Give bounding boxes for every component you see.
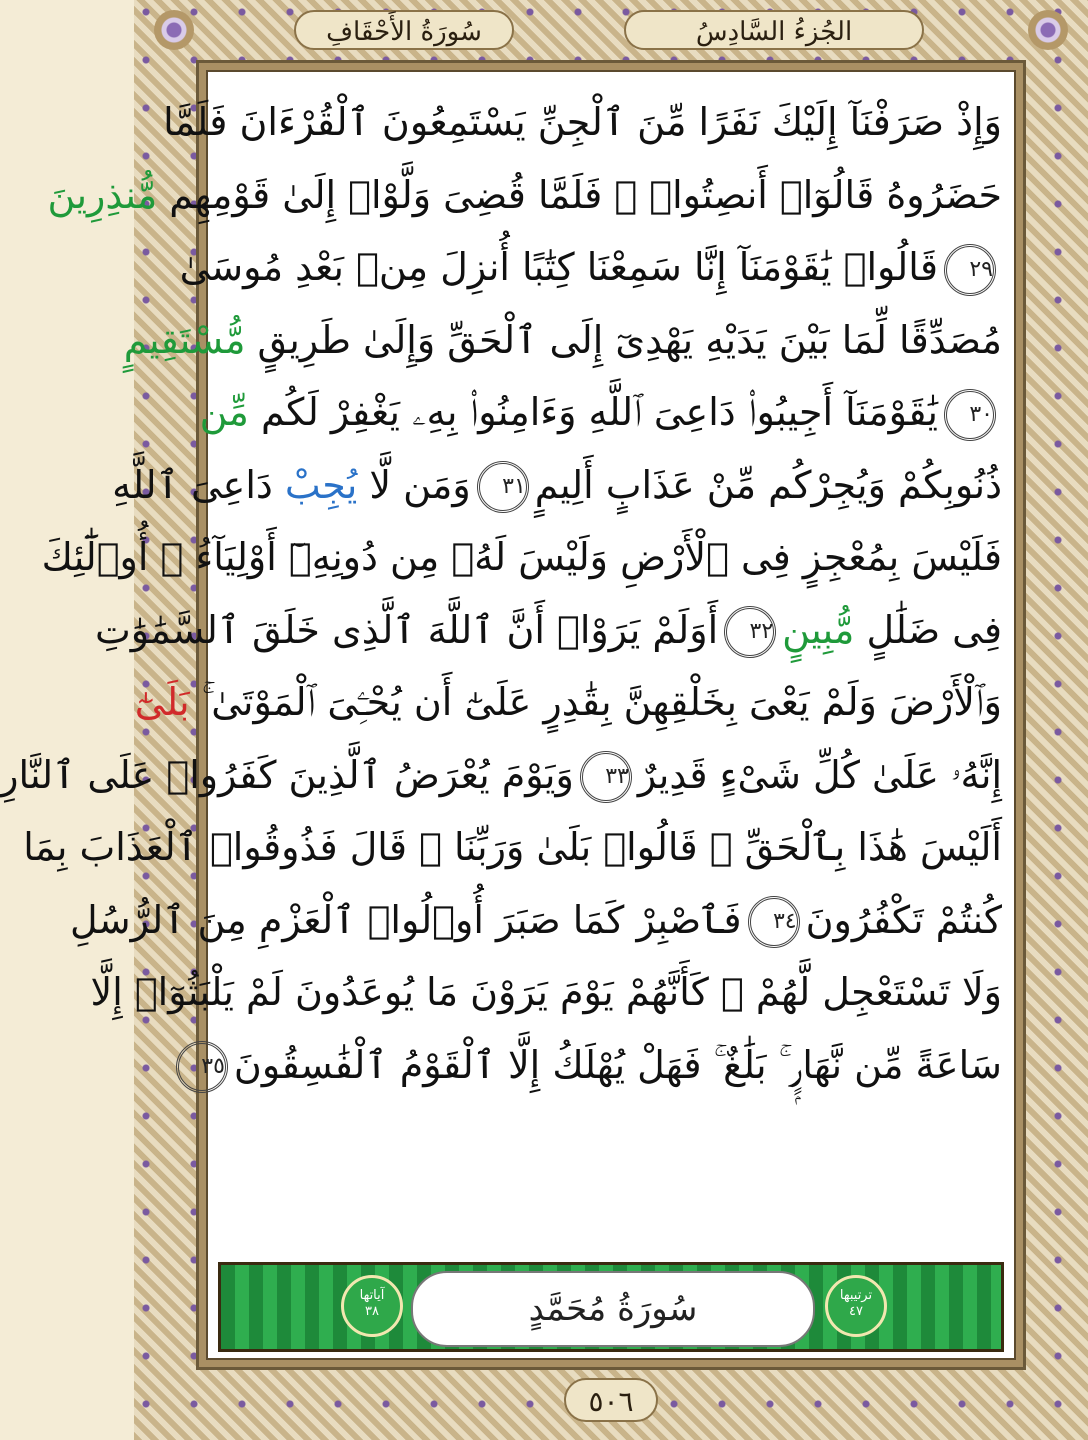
- corner-ornament-icon: [154, 10, 194, 50]
- verse-line: [112, 449, 1008, 522]
- verse-line: [0, 739, 1008, 812]
- verse-text: وَيَوْمَ يُعْرَضُ ٱلَّذِينَ كَفَرُوا۟ عَلَى ٱلنَّارِ: [0, 752, 574, 797]
- page-number: ٥٠٦: [564, 1378, 658, 1422]
- surah-order-label: ترتيبها: [839, 1288, 873, 1303]
- corner-ornament-icon: [1028, 10, 1068, 50]
- verse-line: [134, 666, 1008, 739]
- ayah-number-marker: ٣٥: [176, 1041, 228, 1093]
- ayah-number-marker: ٣٢: [724, 606, 776, 658]
- ayah-number-marker: ٣٠: [944, 389, 996, 441]
- tajweed-highlight: بَلَىٰٓ: [134, 680, 190, 724]
- verse-line: [163, 86, 1008, 159]
- juz-name-header: الجُزءُ السَّادِسُ: [624, 10, 924, 50]
- surah-name-header: سُورَةُ الأَحْقَافِ: [294, 10, 514, 50]
- verse-line: [199, 376, 1008, 449]
- verse-count-medallion: [341, 1275, 403, 1337]
- tajweed-highlight: مُّنذِرِينَ: [47, 172, 158, 217]
- verse-line: [201, 1029, 1008, 1102]
- verse-text: يَٰقَوْمَنَآ أَجِيبُوا۟ دَاعِىَ ٱللَّهِ وَءَامِنُوا۟ بِهِۦ يَغْفِرْ لَكُم: [248, 390, 938, 434]
- surah-order-medallion: [825, 1275, 887, 1337]
- ayah-number-marker: ٣٤: [748, 896, 800, 948]
- verse-line: [23, 811, 1008, 884]
- verse-count-value: ٣٨: [365, 1304, 379, 1319]
- ayah-number-marker: ٣٣: [580, 751, 632, 803]
- verse-text: أَلَيْسَ هَٰذَا بِٱلْحَقِّ ۖ قَالُوا۟ بَلَىٰ وَرَبِّنَا ۚ قَالَ فَذُوقُوا۟ ٱلْعَذَابَ بِمَا: [23, 825, 1002, 869]
- verse-text: إِنَّهُۥ عَلَىٰ كُلِّ شَىْءٍ قَدِيرٌ: [637, 752, 1002, 797]
- tajweed-highlight: مِّن: [199, 390, 249, 434]
- verse-text: أَوَلَمْ يَرَوْا۟ أَنَّ ٱللَّهَ ٱلَّذِى خَلَقَ ٱلسَّمَٰوَٰتِ: [94, 607, 719, 652]
- tajweed-highlight: يُجِبْ: [284, 462, 358, 507]
- verse-line: [179, 231, 1008, 304]
- surah-banner: [218, 1262, 1004, 1352]
- verse-text: ذُنُوبِكُمْ وَيُجِرْكُم مِّنْ عَذَابٍ أَلِيمٍ: [534, 462, 1002, 507]
- verse-line: [94, 594, 1008, 667]
- verse-text: وَلَا تَسْتَعْجِل لَّهُمْ ۚ كَأَنَّهُمْ يَوْمَ يَرَوْنَ مَا يُوعَدُونَ لَمْ يَلْبَثُوٓا۟ إِلَّا: [90, 970, 1002, 1014]
- verse-text: كُنتُمْ تَكْفُرُونَ: [805, 897, 1002, 942]
- verse-text: فَٱصْبِرْ كَمَا صَبَرَ أُو۟لُوا۟ ٱلْعَزْمِ مِنَ ٱلرُّسُلِ: [69, 897, 742, 942]
- verse-text: وَإِذْ صَرَفْنَآ إِلَيْكَ نَفَرًا مِّنَ ٱلْجِنِّ يَسْتَمِعُونَ ٱلْقُرْءَانَ فَلَمَّا: [163, 100, 1002, 144]
- verse-line: [41, 521, 1008, 594]
- next-surah-title: سُورَةُ مُحَمَّدٍ: [411, 1271, 815, 1347]
- verse-line: [123, 304, 1008, 377]
- verse-text: وَمَن لَّا: [357, 462, 471, 507]
- verse-text: قَالُوا۟ يَٰقَوْمَنَآ إِنَّا سَمِعْنَا كِتَٰبًا أُنزِلَ مِنۢ بَعْدِ مُوسَىٰ: [179, 245, 938, 289]
- verse-text: حَضَرُوهُ قَالُوٓا۟ أَنصِتُوا۟ ۖ فَلَمَّا قُضِىَ وَلَّوْا۟ إِلَىٰ قَوْمِهِم: [157, 172, 1002, 217]
- verse-text: سَاعَةً مِّن نَّهَارٍۭ ۚ بَلَٰغٌ ۚ فَهَلْ يُهْلَكُ إِلَّا ٱلْقَوْمُ ٱلْفَٰسِقُونَ: [233, 1042, 1002, 1087]
- tajweed-highlight: مُّبِينٍ: [782, 607, 855, 652]
- verse-line: [47, 159, 1008, 232]
- verse-text: فِى ضَلَٰلٍ: [854, 607, 1002, 652]
- verse-text: مُصَدِّقًا لِّمَا بَيْنَ يَدَيْهِ يَهْدِىٓ إِلَى ٱلْحَقِّ وَإِلَىٰ طَرِيقٍ: [245, 317, 1002, 362]
- tajweed-highlight: مُّسْتَقِيمٍ: [123, 317, 246, 362]
- verse-text: دَاعِىَ ٱللَّهِ: [112, 462, 285, 507]
- verse-line: [90, 956, 1008, 1029]
- ayah-number-marker: ٢٩: [944, 244, 996, 296]
- verse-line: [69, 884, 1008, 957]
- verse-text: فَلَيْسَ بِمُعْجِزٍ فِى ٱلْأَرْضِ وَلَيْسَ لَهُۥ مِن دُونِهِۦٓ أَوْلِيَآءُ ۚ أُو۟لَٰٓئِكَ: [41, 535, 1002, 579]
- verse-lines: [0, 86, 1008, 1101]
- verse-count-label: آياتها: [359, 1288, 385, 1303]
- surah-order-value: ٤٧: [849, 1304, 863, 1319]
- ayah-number-marker: ٣١: [477, 461, 529, 513]
- verse-text: وَٱلْأَرْضَ وَلَمْ يَعْىَ بِخَلْقِهِنَّ بِقَٰدِرٍ عَلَىٰٓ أَن يُحْـِۧىَ ٱلْمَوْتَىٰ ۚ: [189, 680, 1002, 724]
- page-header: [134, 0, 1088, 58]
